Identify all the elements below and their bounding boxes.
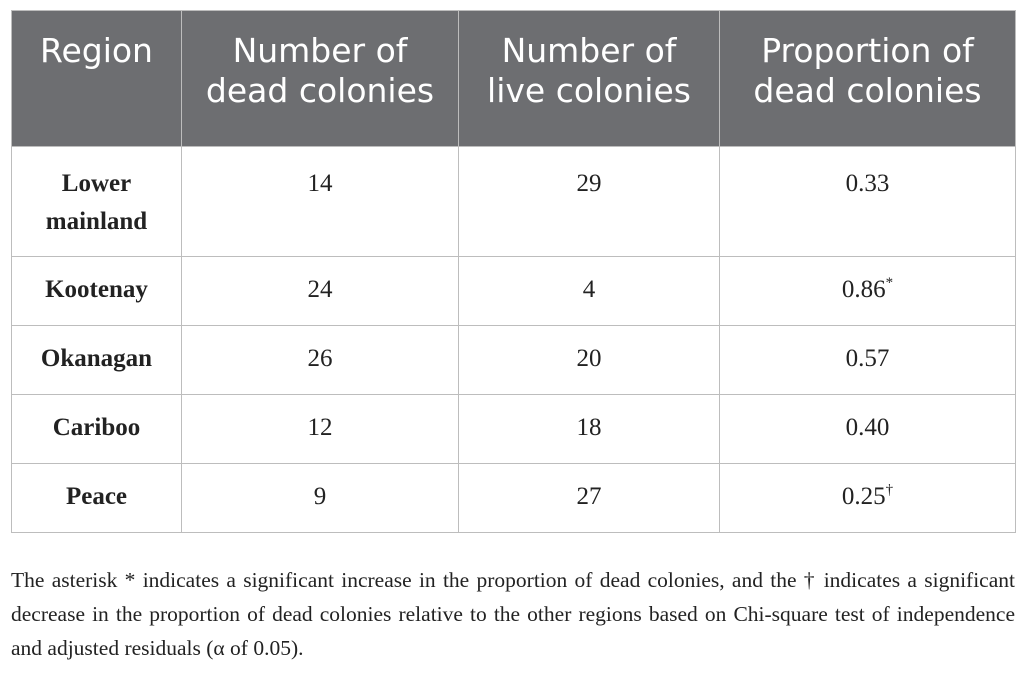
region-cell: Peace	[12, 464, 182, 533]
table-row	[12, 326, 1016, 395]
proportion-cell	[720, 395, 1016, 464]
region-cell: Kootenay	[12, 257, 182, 326]
header-proportion-dead: Proportion of dead colonies	[720, 11, 1016, 147]
table-container	[11, 10, 1015, 533]
table-row	[12, 257, 1016, 326]
region-cell: Cariboo	[12, 395, 182, 464]
table-row	[12, 464, 1016, 533]
region-cell: Lower mainland	[12, 147, 182, 257]
proportion-value: 0.25	[841, 483, 886, 510]
dead-count-cell: 26	[182, 326, 459, 395]
proportion-value: 0.33	[845, 170, 890, 197]
live-count-cell: 20	[459, 326, 720, 395]
dead-count-cell: 9	[182, 464, 459, 533]
table-row	[12, 147, 1016, 257]
significance-mark: *	[885, 275, 894, 291]
proportion-cell	[720, 257, 1016, 326]
dead-count-cell: 12	[182, 395, 459, 464]
table-header	[12, 11, 1016, 147]
dead-count-cell: 24	[182, 257, 459, 326]
significance-mark: †	[885, 482, 894, 498]
live-count-cell: 27	[459, 464, 720, 533]
header-row	[12, 11, 1016, 147]
proportion-cell	[720, 147, 1016, 257]
region-cell: Okanagan	[12, 326, 182, 395]
colony-table	[11, 10, 1016, 533]
proportion-cell	[720, 326, 1016, 395]
live-count-cell: 18	[459, 395, 720, 464]
header-live-colonies: Number of live colonies	[459, 11, 720, 147]
proportion-cell	[720, 464, 1016, 533]
table-body	[12, 147, 1016, 533]
dead-count-cell: 14	[182, 147, 459, 257]
live-count-cell: 4	[459, 257, 720, 326]
table-footnote: The asterisk * indicates a significant increase in the proportion of dead colonies, and the † indicates a significant decrease in the proportion of dead colonies relative to the other regions based on Chi-square test of independence and adjusted residuals (α of 0.05).	[11, 568, 1015, 660]
proportion-value: 0.57	[845, 345, 890, 372]
table-row	[12, 395, 1016, 464]
header-dead-colonies: Number of dead colonies	[182, 11, 459, 147]
proportion-value: 0.40	[845, 414, 890, 441]
proportion-value: 0.86	[841, 276, 886, 303]
live-count-cell: 29	[459, 147, 720, 257]
header-region: Region	[12, 11, 182, 147]
